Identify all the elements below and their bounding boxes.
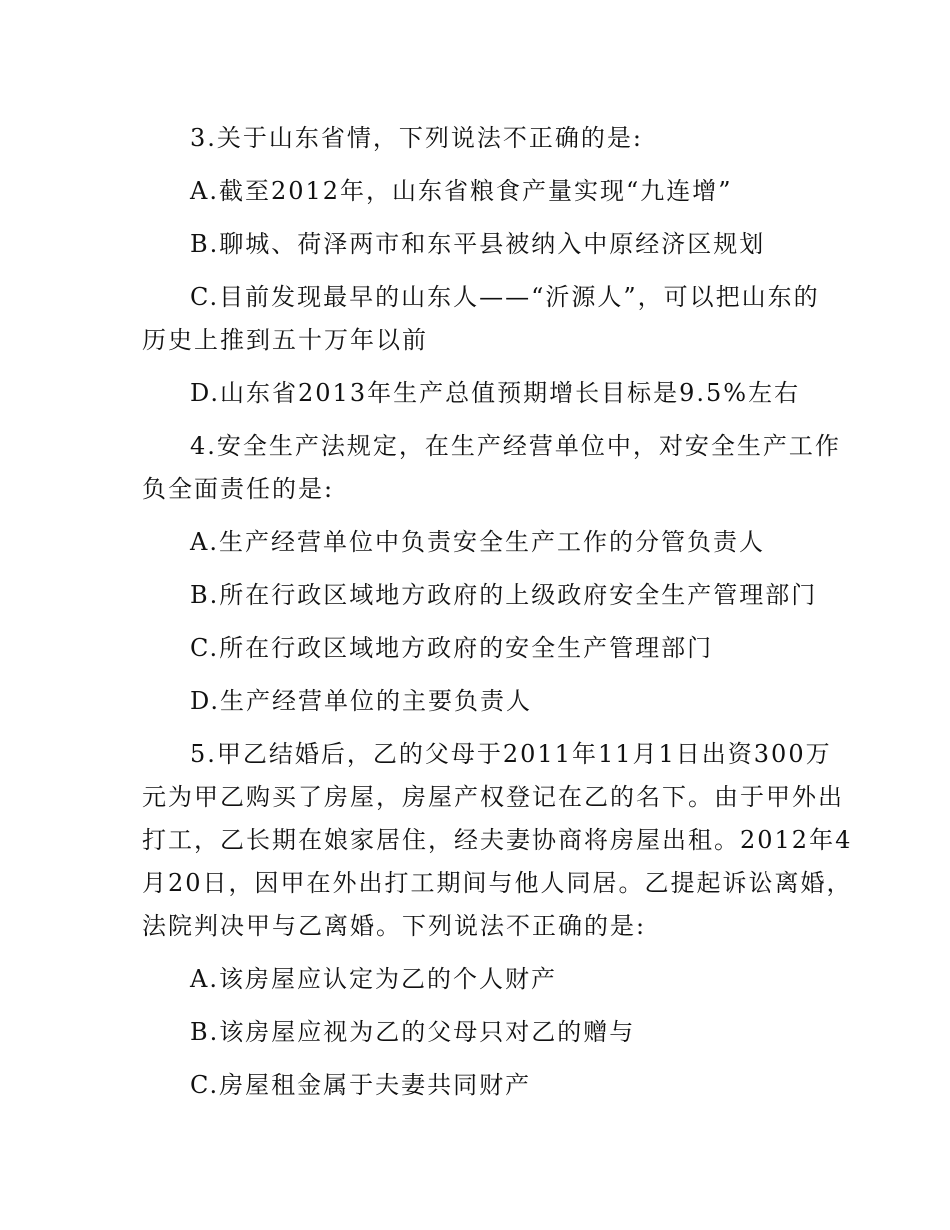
q3-option-a: A.截至2012年，山东省粮食产量实现“九连增” [190, 177, 733, 205]
q3-option-d: D.山东省2013年生产总值预期增长目标是9.5%左右 [190, 379, 801, 407]
q4-option-d: D.生产经营单位的主要负责人 [190, 687, 533, 715]
q4-stem-line2: 负全面责任的是: [142, 475, 335, 503]
q5-stem-line5: 法院判决甲与乙离婚。下列说法不正确的是: [142, 912, 647, 940]
q5-option-c: C.房屋租金属于夫妻共同财产 [190, 1071, 532, 1099]
q4-option-c: C.所在行政区域地方政府的安全生产管理部门 [190, 634, 714, 662]
q3-option-c-line2: 历史上推到五十万年以前 [142, 326, 428, 354]
q5-stem-line1: 5.甲乙结婚后，乙的父母于2011年11月1日出资300万 [190, 740, 832, 768]
q5-option-a: A.该房屋应认定为乙的个人财产 [190, 965, 557, 993]
q3-stem: 3.关于山东省情，下列说法不正确的是: [190, 124, 643, 152]
q4-option-a: A.生产经营单位中负责安全生产工作的分管负责人 [190, 528, 765, 556]
q5-stem-line3: 打工，乙长期在娘家居住，经夫妻协商将房屋出租。2012年4 [142, 826, 853, 854]
q5-stem-line2: 元为甲乙购买了房屋，房屋产权登记在乙的名下。由于甲外出 [142, 783, 844, 811]
q4-option-b: B.所在行政区域地方政府的上级政府安全生产管理部门 [190, 581, 818, 609]
q3-option-c-line1: C.目前发现最早的山东人——“沂源人”，可以把山东的 [190, 283, 820, 311]
q5-option-b: B.该房屋应视为乙的父母只对乙的赠与 [190, 1018, 636, 1046]
q3-option-b: B.聊城、荷泽两市和东平县被纳入中原经济区规划 [190, 230, 766, 258]
q5-stem-line4: 月20日，因甲在外出打工期间与他人同居。乙提起诉讼离婚， [142, 869, 853, 897]
q4-stem-line1: 4.安全生产法规定，在生产经营单位中，对安全生产工作 [190, 432, 841, 460]
